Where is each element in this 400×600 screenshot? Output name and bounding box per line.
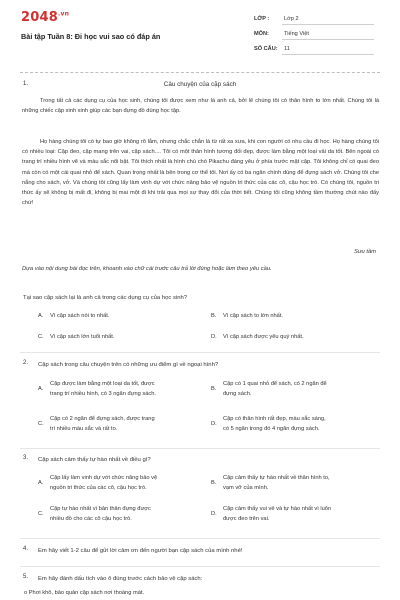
option-line-2: nguồn tri thức của các cô, cậu học trò. [50,485,147,491]
question-divider [20,538,380,539]
question-1-text: Tại sao cặp sách lại là anh cả trong các dụng cụ của học sinh? [23,295,188,301]
option-text: Vì cặp sách to lớn nhất. [223,313,284,319]
question-5-text: Em hãy đánh dấu tích vào ô đúng trước cách bảo vệ cặp sách: [38,576,203,582]
question-3-text: Cặp sách cảm thấy tự hào nhất về điều gì? [38,457,151,463]
meta-subject-value: Tiếng Việt [284,31,309,37]
meta-subject [254,31,309,37]
meta-subject-key: MÔN: [254,31,269,37]
meta-underline [282,39,374,40]
option-text: Vì cặp sách lớn tuổi nhất. [50,334,115,340]
meta-underline [282,24,374,25]
option-line-2: có 5 ngăn trong đó 4 ngăn đựng sách. [223,426,320,432]
story-paragraph-2: Họ hàng chúng tôi có tự bao giờ không rõ lắm, nhưng chắc chắn là từ rất xa xưa, khi con người có nhu cầu đi học. Họ hàng chúng tôi có nhiều loại: Cặp đeo, cặp mang trên vai, cặp xách.... Tôi có một thân hình tương đối đẹp, được làm bằng một loại vải da tốt. Bên ngoài có trang trí nhiều hình vẽ và màu sắc nổi bật. Tôi thích nhất là hình chú chó Pikachu đáng yêu ở phía trước mặt cặp. Tôi không chỉ có quai đeo mà còn có một cái quai nhỏ để xách. Quan trọng nhất là bên trong cơ thể tôi. Nơi ấy có ba ngăn chính dùng để đựng sách vở. Chúng tôi che nắng cho sách, vở. Và chúng tôi cũng lấy làm vinh dự với chức năng bảo vệ nguồn tri thức của các cô, cậu học trò. Có chúng tôi, nguồn tri thức ấy sẽ không bị mất đi, không bị mai một đi khi trải qua mọi sự thay đổi của thời tiết. Chúng tôi cũng không tầm thường chút nào đấy chứ! [22,139,379,207]
option-letter: D. [211,511,217,517]
option-letter: B. [211,480,217,486]
q2-option-a[interactable] [38,380,206,402]
worksheet-title: Bài tập Tuần 8: Đi học vui sao có đáp án [21,32,161,41]
option-letter: C. [38,511,44,517]
story-title: Câu chuyện của cặp sách [163,81,237,88]
q2-option-c[interactable] [38,415,206,437]
option-text: Vì cặp sách được yêu quý nhất. [223,334,304,340]
q2-option-d[interactable] [211,415,381,437]
logo-suffix: .vn [57,10,70,18]
option-letter: C. [38,334,44,340]
q3-option-a[interactable] [38,474,206,496]
meta-underline [282,54,374,55]
story-paragraph-1: Trong tất cả các dụng cụ của học sinh, chúng tôi được xem như là anh cả, bởi lẽ chúng tôi có thân hình to lớn nhất. Chúng tôi là những chiếc cặp xinh xinh giúp các bạn đựng đồ dùng học tập. [22,98,379,115]
meta-grade-key: LỚP : [254,16,270,22]
option-line-2: được đeo trên vai. [223,516,270,522]
meta-grade-value: Lớp 2 [284,16,299,22]
q2-option-b[interactable] [211,380,381,402]
option-letter: B. [211,313,217,319]
question-1-number: 1. [23,81,29,87]
question-5-number: 5. [23,574,29,580]
meta-count-key: SỐ CÂU: [254,46,278,52]
option-line-2: nhiều đồ cho các cô cậu học trò. [50,516,132,522]
option-letter: A. [38,480,44,486]
worksheet-header [0,0,400,64]
question-4-number: 4. [23,546,29,552]
option-line-1: Cặp có 1 quai nhỏ để xách, có 2 ngăn để [223,381,327,387]
meta-count-value: 11 [284,46,290,52]
option-line-2: trí nhiều màu sắc và rất to. [50,426,118,432]
option-line-1: Cặp có 2 ngăn để đựng sách, được trang [50,416,155,422]
meta-count [254,46,290,52]
option-line-2: vạm vỡ của mình. [223,485,269,491]
option-line-1: Cặp có thân hình rất đẹp, màu sắc sáng, [223,416,326,422]
logo-text: 2048 [21,10,58,25]
option-line-2: trang trí nhiều hình, có 3 ngăn đựng sách. [50,391,156,397]
option-line-2: đựng sách. [223,391,252,397]
question-divider [20,448,380,449]
option-line-1: Cặp tự hào nhất vì bản thân đựng được [50,506,151,512]
option-line-1: Cặp cảm thấy tự hào nhất về thân hình to, [223,475,330,481]
q3-option-c[interactable] [38,505,206,527]
option-letter: C. [38,421,44,427]
option-line-1: Cặp cảm thấy vui vẻ và tự hào nhất vì luôn [223,506,332,512]
option-letter: B. [211,386,217,392]
option-text: Vì cặp sách nói to nhất. [50,313,110,319]
q3-option-b[interactable] [211,474,381,496]
q5-checkbox-item-1[interactable]: o Phơi khô, bảo quản cặp sách nơi thoáng mát. [24,590,145,596]
site-logo[interactable] [21,10,69,25]
meta-grade [254,16,299,22]
question-2-text: Cặp sách trong câu chuyện trên có những ưu điểm gì về ngoại hình? [38,362,219,368]
story-author: Sưu tầm [353,249,376,255]
option-letter: A. [38,313,44,319]
option-line-1: Cặp được làm bằng một loại da tốt, được [50,381,155,387]
question-divider [20,352,380,353]
q3-option-d[interactable] [211,505,381,527]
option-letter: A. [38,386,44,392]
option-letter: D. [211,334,217,340]
header-divider [20,72,380,73]
question-3-number: 3. [23,455,29,461]
question-divider [20,566,380,567]
question-4-text: Em hãy viết 1-2 câu để gửi lời cảm ơn đến người bạn cặp sách của mình nhé! [38,548,243,554]
instruction-text: Dựa vào nội dung bài đọc trên, khoanh vào chữ cái trước câu trả lời đúng hoặc làm theo yêu cầu. [22,266,272,272]
option-letter: D. [211,421,217,427]
option-line-1: Cặp lấy làm vinh dự với chức năng bảo vệ [50,475,158,481]
question-2-number: 2. [23,360,29,366]
